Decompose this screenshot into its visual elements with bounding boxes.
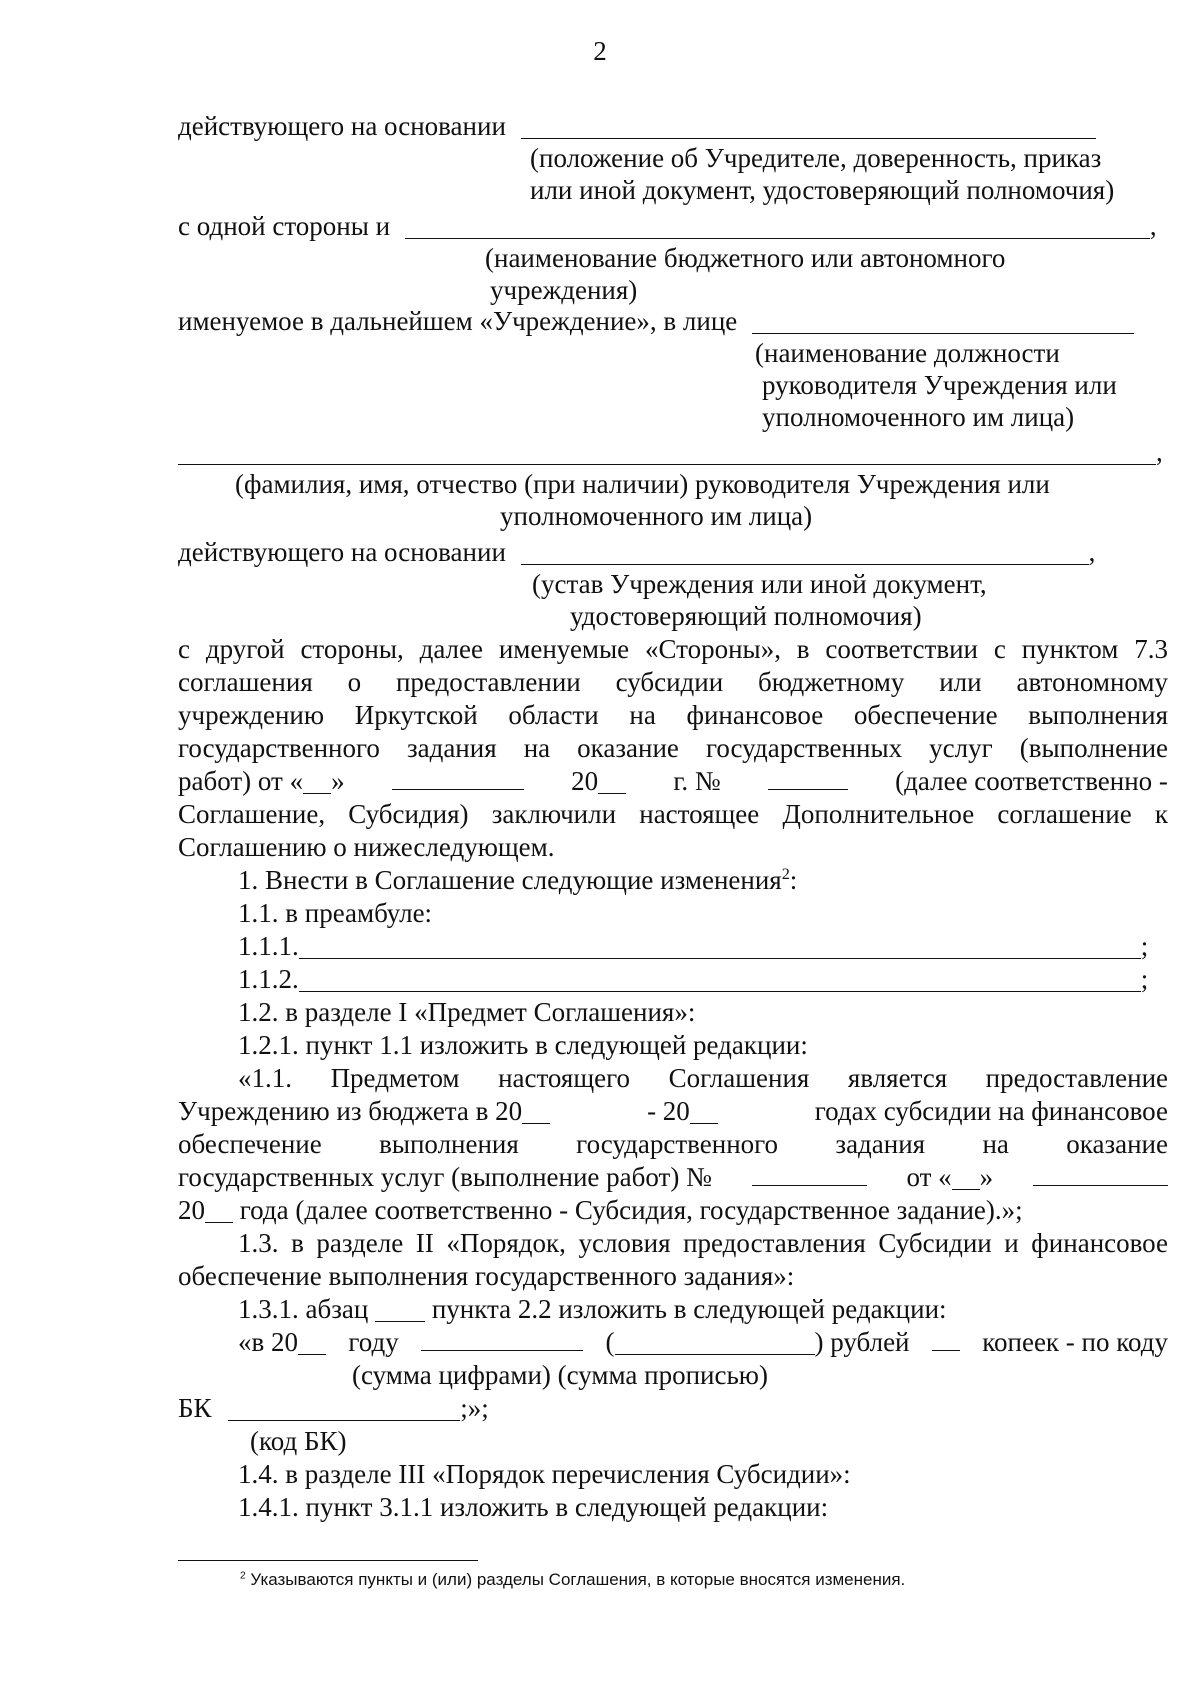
amount-words-group <box>606 1326 910 1358</box>
years-subsidy-label: годах субсидии на финансовое <box>814 1096 1168 1126</box>
task-number-label: государственных услуг (выполнение работ) № <box>178 1162 712 1192</box>
item-1-1-1-label: 1.1.1. <box>238 931 299 961</box>
referred-label: именуемое в дальнейшем «Учреждение», в лице <box>178 306 738 336</box>
task-day-blank[interactable] <box>952 1167 980 1190</box>
caption-basis-2: или иной документ, удостоверяющий полномочия) <box>530 175 1115 205</box>
quote-line-end <box>178 1194 1168 1226</box>
amount-words-blank[interactable] <box>615 1332 815 1355</box>
referred-line <box>178 305 1168 337</box>
comma: , <box>1156 437 1163 467</box>
para-line: Соглашение, Субсидия) заключили настоящее Дополнительное соглашение к <box>178 799 1168 829</box>
caption-fullname-1: (фамилия, имя, отчество (при наличии) руководителя Учреждения или <box>235 469 1050 499</box>
quote-close: » <box>331 766 345 796</box>
item-1-text: 1. Внести в Соглашение следующие изменения <box>238 865 782 895</box>
amount-year-group <box>238 1326 326 1358</box>
kopecks-blank[interactable] <box>932 1328 960 1351</box>
amount-line <box>238 1326 1168 1358</box>
item-1-1-1-blank[interactable] <box>299 936 1141 959</box>
year-word: году <box>348 1327 399 1357</box>
quote-close: » <box>979 1162 994 1192</box>
bk-line <box>178 1392 1168 1424</box>
kopecks-code-label: копеек - по коду <box>982 1327 1168 1357</box>
semicolon: ; <box>1140 931 1149 961</box>
colon: : <box>789 865 798 895</box>
task-month-blank[interactable] <box>1033 1163 1168 1186</box>
para-line: Соглашению о нижеследующем. <box>178 832 555 862</box>
year-to-blank[interactable] <box>690 1101 718 1124</box>
basis-label: действующего на основании <box>178 111 506 141</box>
item-1-3: 1.3. в разделе II «Порядок, условия предоставления Субсидии и финансовое <box>238 1228 1168 1258</box>
basis-line-2 <box>178 536 1168 568</box>
from-label: работ) от « <box>178 766 304 796</box>
item-1-4: 1.4. в разделе III «Порядок перечисления Субсидии»: <box>238 1459 851 1489</box>
item-1-2-1: 1.2.1. пункт 1.1 изложить в следующей редакции: <box>238 1030 808 1060</box>
caption-basis-1: (положение об Учредителе, доверенность, приказ <box>530 143 1102 173</box>
caption-position-3: уполномоченного им лица) <box>762 402 1075 432</box>
caption-charter-2: удостоверяющий полномочия) <box>570 601 922 631</box>
one-side-line <box>178 210 1168 242</box>
caption-position-1: (наименование должности <box>755 338 1060 368</box>
institution-name-blank[interactable] <box>405 216 1150 239</box>
footnote-text: Указываются пункты и (или) разделы Соглашения, в которые вносятся изменения. <box>250 1570 906 1589</box>
paragraph-blank[interactable] <box>375 1299 425 1322</box>
item-1-1-2-label: 1.1.2. <box>238 964 299 994</box>
item-1-3-cont: обеспечение выполнения государственного задания»: <box>178 1261 795 1291</box>
quote-end-text: года (далее соответственно - Субсидия, государственное задание).»; <box>239 1195 1023 1225</box>
paren-open: ( <box>605 1327 615 1357</box>
para-line-date <box>178 765 1168 797</box>
comma: , <box>1088 537 1096 567</box>
year-to-label: - 20 <box>647 1096 690 1126</box>
quote-line-task <box>178 1161 1168 1193</box>
paragraph-label: 1.3.1. абзац <box>238 1294 369 1324</box>
task-date-group <box>906 1161 993 1193</box>
fullname-line <box>178 436 1168 468</box>
year-group <box>571 765 626 797</box>
item-1-1-1 <box>238 930 1200 962</box>
quote-line: обеспечение выполнения государственного задания на оказание <box>178 1129 1168 1159</box>
bk-end: ;»; <box>460 1393 489 1423</box>
item-1-1: 1.1. в преамбуле: <box>238 898 433 928</box>
hereinafter-label: (далее соответственно - <box>895 766 1168 796</box>
number-label: г. № <box>673 766 721 796</box>
quote-line: «1.1. Предметом настоящего Соглашения является предоставление <box>238 1063 1168 1093</box>
year-prefix: 20 <box>571 766 599 796</box>
fullname-blank[interactable] <box>178 442 1156 465</box>
para-line: с другой стороны, далее именуемые «Стороны», в соответствии с пунктом 7.3 <box>178 634 1168 664</box>
item-1-4-1: 1.4.1. пункт 3.1.1 изложить в следующей редакции: <box>238 1492 829 1522</box>
one-side-label: с одной стороны и <box>178 211 391 241</box>
amount-year-blank[interactable] <box>298 1332 326 1355</box>
budget-label: Учреждению из бюджета в 20 <box>178 1096 523 1126</box>
amount-year-label: «в 20 <box>238 1327 298 1357</box>
caption-institution-2: учреждения) <box>490 275 638 305</box>
rubles-label: ) рублей <box>814 1327 910 1357</box>
caption-position-2: руководителя Учреждения или <box>762 370 1117 400</box>
item-1-1-2-blank[interactable] <box>299 969 1141 992</box>
bk-code-blank[interactable] <box>228 1398 460 1421</box>
caption-bk: (код БК) <box>250 1426 347 1456</box>
item-1-1-2 <box>238 963 1200 995</box>
footnote-mark: 2 <box>240 1570 246 1582</box>
day-blank[interactable] <box>303 771 331 794</box>
quote-line-years <box>178 1095 1168 1127</box>
comma: , <box>1149 211 1157 241</box>
charter-blank[interactable] <box>521 542 1089 565</box>
basis-line-1 <box>178 110 1168 142</box>
year-prefix: 20 <box>178 1195 205 1225</box>
year-from-blank[interactable] <box>522 1101 550 1124</box>
bk-label: БК <box>178 1393 212 1423</box>
amount-digits-blank[interactable] <box>421 1328 583 1351</box>
date-group <box>178 765 345 797</box>
caption-charter-1: (устав Учреждения или иной документ, <box>532 569 987 599</box>
year-from-group <box>178 1095 550 1127</box>
year-blank[interactable] <box>598 771 626 794</box>
month-blank[interactable] <box>392 767 524 790</box>
page-number: 2 <box>593 36 607 66</box>
task-year-blank[interactable] <box>205 1200 233 1223</box>
caption-amount: (сумма цифрами) (сумма прописью) <box>352 1360 768 1390</box>
basis-label-2: действующего на основании <box>178 537 506 567</box>
item-1-2: 1.2. в разделе I «Предмет Соглашения»: <box>238 997 696 1027</box>
footnote-divider <box>178 1560 478 1561</box>
task-number-blank[interactable] <box>752 1163 867 1186</box>
task-from-label: от « <box>906 1162 952 1192</box>
basis-blank[interactable] <box>521 116 1096 139</box>
semicolon: ; <box>1140 964 1149 994</box>
position-blank[interactable] <box>752 311 1134 334</box>
item-1-3-1-text: пункта 2.2 изложить в следующей редакции: <box>431 1294 947 1324</box>
number-blank[interactable] <box>768 767 848 790</box>
para-line: государственного задания на оказание государственных услуг (выполнение <box>178 733 1168 763</box>
year-to-group <box>647 1095 718 1127</box>
item-1 <box>238 864 1200 896</box>
footnote <box>240 1568 905 1592</box>
para-line: соглашения о предоставлении субсидии бюджетному или автономному <box>178 667 1168 697</box>
caption-fullname-2: уполномоченного им лица) <box>500 501 813 531</box>
footnote-ref[interactable]: 2 <box>781 865 790 883</box>
para-line: учреждению Иркутской области на финансовое обеспечение выполнения <box>178 700 1168 730</box>
item-1-3-1 <box>238 1293 1200 1325</box>
caption-institution-1: (наименование бюджетного или автономного <box>485 243 1006 273</box>
